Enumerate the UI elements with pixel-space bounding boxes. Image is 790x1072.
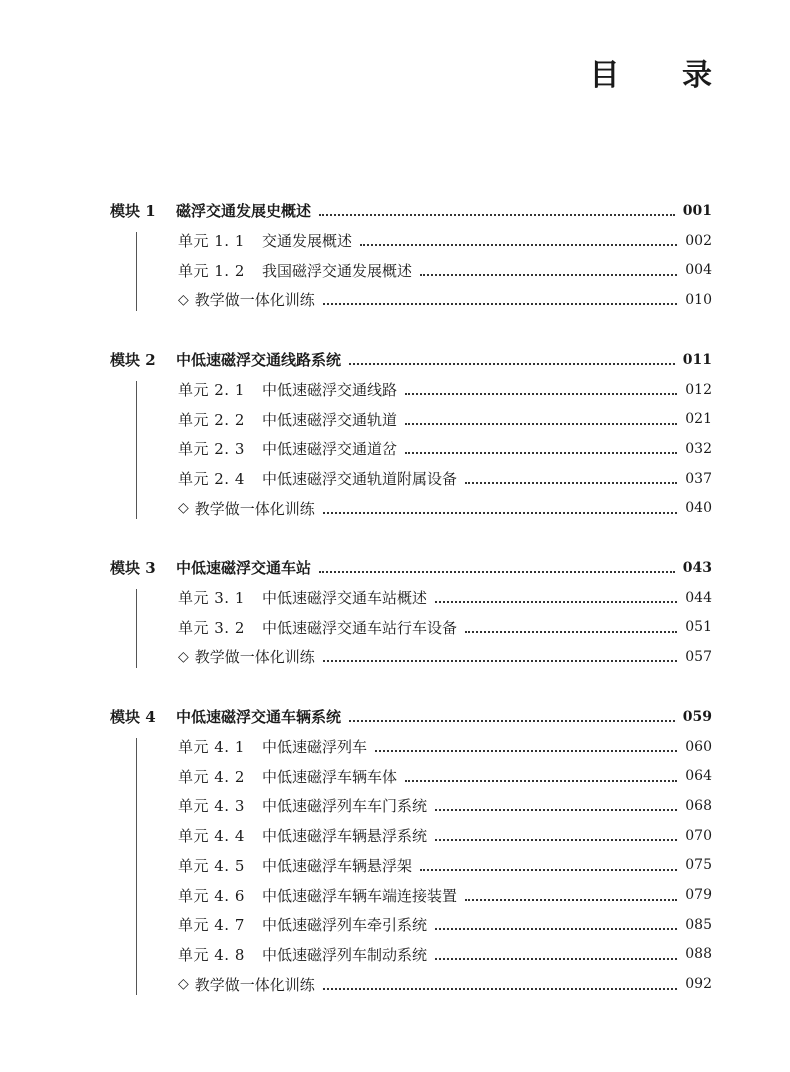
unit-title: 中低速磁浮列车车门系统 xyxy=(262,797,428,816)
unit-number: 单元 4. 3 xyxy=(178,797,245,816)
toc-unit-entry[interactable] xyxy=(178,226,712,256)
toc-unit-entry[interactable] xyxy=(178,434,712,464)
dot-leader xyxy=(349,362,675,365)
page-number: 044 xyxy=(685,589,712,606)
unit-title: 中低速磁浮交通车站行车设备 xyxy=(262,618,458,637)
unit-title: 中低速磁浮交通道岔 xyxy=(262,440,398,459)
unit-number: 单元 4. 2 xyxy=(178,767,245,786)
unit-title: 中低速磁浮列车 xyxy=(262,738,368,757)
dot-leader xyxy=(435,957,677,960)
module-heading[interactable] xyxy=(110,553,712,583)
dot-leader xyxy=(319,570,675,573)
toc-unit-entry[interactable] xyxy=(178,464,712,494)
unit-title: 中低速磁浮交通车站概述 xyxy=(262,589,428,608)
page-number: 075 xyxy=(685,857,712,874)
module-heading[interactable] xyxy=(110,345,712,375)
page-number: 079 xyxy=(685,887,712,904)
page-number: 043 xyxy=(682,559,712,576)
toc-unit-entry[interactable] xyxy=(178,732,712,762)
training-title: 教学做一体化训练 xyxy=(194,975,315,994)
dot-leader xyxy=(420,868,677,871)
unit-title: 中低速磁浮车辆悬浮架 xyxy=(262,856,413,875)
unit-title: 中低速磁浮列车制动系统 xyxy=(262,945,428,964)
unit-number: 单元 2. 4 xyxy=(178,470,245,489)
page-number: 010 xyxy=(685,291,712,308)
toc-unit-entry[interactable] xyxy=(178,612,712,642)
dot-leader xyxy=(405,451,677,454)
dot-leader xyxy=(465,630,677,633)
page-number: 085 xyxy=(685,916,712,933)
unit-number: 单元 4. 8 xyxy=(178,945,245,964)
unit-title: 中低速磁浮交通轨道 xyxy=(262,410,398,429)
dot-leader xyxy=(319,213,675,216)
unit-title: 我国磁浮交通发展概述 xyxy=(262,261,413,280)
toc-unit-entry[interactable] xyxy=(178,880,712,910)
module-vertical-rule xyxy=(136,232,137,311)
toc-unit-entry[interactable] xyxy=(178,583,712,613)
toc-unit-entry[interactable] xyxy=(178,791,712,821)
toc-unit-entry[interactable] xyxy=(178,910,712,940)
unit-title: 中低速磁浮车辆车体 xyxy=(262,767,398,786)
training-title: 教学做一体化训练 xyxy=(194,499,315,518)
dot-leader xyxy=(405,392,677,395)
page-number: 001 xyxy=(682,202,712,219)
unit-number: 单元 4. 4 xyxy=(178,827,245,846)
unit-number: 单元 1. 2 xyxy=(178,261,245,280)
toc-training-entry[interactable] xyxy=(178,969,712,999)
unit-title: 中低速磁浮交通线路 xyxy=(262,381,398,400)
page-number: 002 xyxy=(685,232,712,249)
module-number: 模块 3 xyxy=(110,559,156,578)
page-number: 092 xyxy=(685,976,712,993)
toc-unit-entry[interactable] xyxy=(178,821,712,851)
module-number: 模块 4 xyxy=(110,708,156,727)
module-number: 模块 1 xyxy=(110,202,156,221)
toc-unit-entry[interactable] xyxy=(178,375,712,405)
unit-number: 单元 4. 6 xyxy=(178,886,245,905)
dot-leader xyxy=(323,302,677,305)
unit-number: 单元 1. 1 xyxy=(178,232,245,251)
dot-leader xyxy=(435,838,677,841)
module-heading[interactable] xyxy=(110,196,712,226)
module-heading[interactable] xyxy=(110,702,712,732)
page-number: 021 xyxy=(685,411,712,428)
module-vertical-rule xyxy=(136,589,137,668)
page-number: 088 xyxy=(685,946,712,963)
toc-unit-entry[interactable] xyxy=(178,255,712,285)
module-title: 中低速磁浮交通车站 xyxy=(176,559,312,578)
dot-leader xyxy=(405,422,677,425)
diamond-outline-icon: ◇ xyxy=(178,976,189,993)
page-title: 目 录 xyxy=(589,58,738,93)
diamond-outline-icon: ◇ xyxy=(178,291,189,308)
unit-number: 单元 3. 1 xyxy=(178,589,245,608)
page-number: 032 xyxy=(685,440,712,457)
dot-leader xyxy=(323,659,677,662)
page-number: 064 xyxy=(685,768,712,785)
toc-unit-entry[interactable] xyxy=(178,404,712,434)
dot-leader xyxy=(465,481,677,484)
module-title: 磁浮交通发展史概述 xyxy=(176,202,312,221)
page-number: 051 xyxy=(685,619,712,636)
module-vertical-rule xyxy=(136,738,137,995)
unit-number: 单元 2. 3 xyxy=(178,440,245,459)
page-number: 057 xyxy=(685,648,712,665)
toc-unit-entry[interactable] xyxy=(178,761,712,791)
page-number: 004 xyxy=(685,262,712,279)
training-title: 教学做一体化训练 xyxy=(194,648,315,667)
dot-leader xyxy=(323,987,677,990)
dot-leader xyxy=(435,927,677,930)
page-number: 011 xyxy=(682,351,712,368)
dot-leader xyxy=(420,273,677,276)
unit-number: 单元 2. 2 xyxy=(178,410,245,429)
page-number: 059 xyxy=(682,708,712,725)
diamond-outline-icon: ◇ xyxy=(178,648,189,665)
page-number: 070 xyxy=(685,827,712,844)
page-number: 040 xyxy=(685,500,712,517)
dot-leader xyxy=(349,719,675,722)
page-number: 060 xyxy=(685,738,712,755)
toc-unit-entry[interactable] xyxy=(178,851,712,881)
training-title: 教学做一体化训练 xyxy=(194,291,315,310)
page-number: 037 xyxy=(685,470,712,487)
module-title: 中低速磁浮交通车辆系统 xyxy=(176,708,342,727)
dot-leader xyxy=(375,749,677,752)
module-vertical-rule xyxy=(136,381,137,520)
unit-number: 单元 4. 1 xyxy=(178,738,245,757)
dot-leader xyxy=(435,600,677,603)
unit-title: 中低速磁浮交通轨道附属设备 xyxy=(262,470,458,489)
page-number: 012 xyxy=(685,381,712,398)
dot-leader xyxy=(465,898,677,901)
diamond-outline-icon: ◇ xyxy=(178,500,189,517)
dot-leader xyxy=(435,808,677,811)
toc-unit-entry[interactable] xyxy=(178,940,712,970)
toc-training-entry[interactable] xyxy=(178,642,712,672)
unit-number: 单元 3. 2 xyxy=(178,618,245,637)
toc-training-entry[interactable] xyxy=(178,494,712,524)
dot-leader xyxy=(405,779,677,782)
unit-title: 中低速磁浮列车牵引系统 xyxy=(262,916,428,935)
module-title: 中低速磁浮交通线路系统 xyxy=(176,351,342,370)
unit-number: 单元 2. 1 xyxy=(178,381,245,400)
module-number: 模块 2 xyxy=(110,351,156,370)
toc-training-entry[interactable] xyxy=(178,285,712,315)
dot-leader xyxy=(360,243,677,246)
page-number: 068 xyxy=(685,797,712,814)
unit-number: 单元 4. 5 xyxy=(178,856,245,875)
unit-title: 中低速磁浮车辆车端连接装置 xyxy=(262,886,458,905)
unit-number: 单元 4. 7 xyxy=(178,916,245,935)
dot-leader xyxy=(323,511,677,514)
unit-title: 中低速磁浮车辆悬浮系统 xyxy=(262,827,428,846)
unit-title: 交通发展概述 xyxy=(262,232,353,251)
